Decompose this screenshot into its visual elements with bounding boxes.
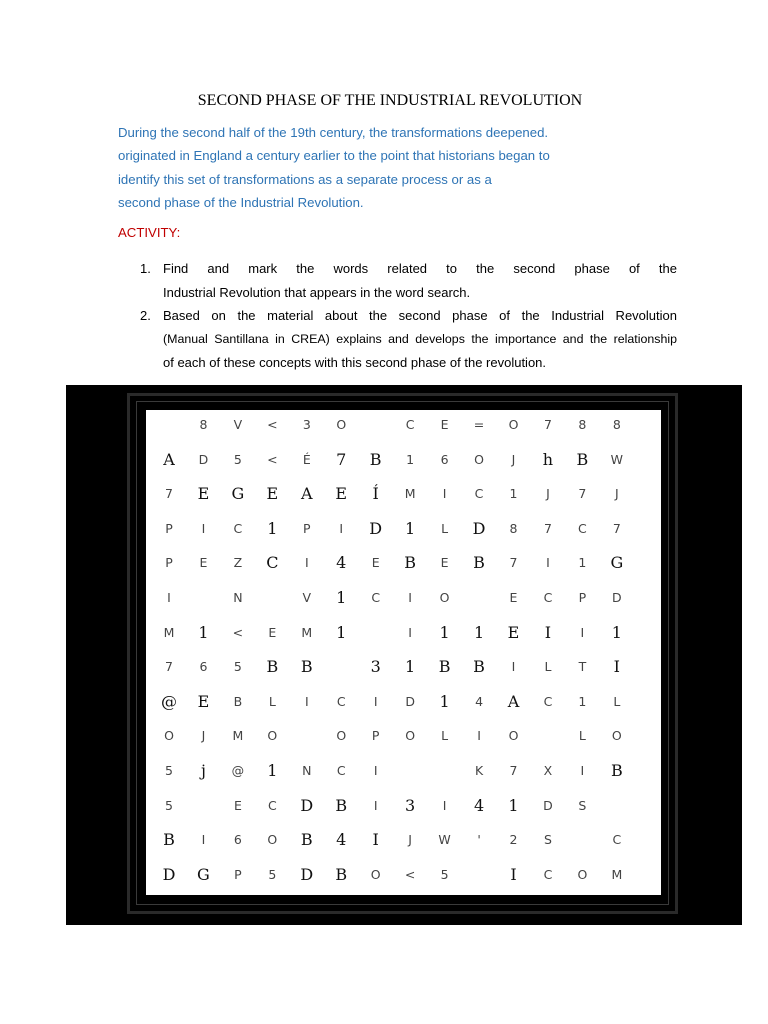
- word-search-cell[interactable]: [462, 858, 496, 893]
- word-search-cell[interactable]: B: [300, 657, 313, 677]
- word-search-cell[interactable]: 7: [543, 520, 552, 536]
- word-search-cell[interactable]: E: [335, 484, 348, 504]
- word-search-cell[interactable]: X: [543, 763, 553, 778]
- word-search-cell[interactable]: É: [302, 451, 311, 467]
- word-search-cell[interactable]: 1: [198, 622, 209, 642]
- word-search-cell[interactable]: 1: [578, 693, 587, 709]
- word-search-cell[interactable]: P: [578, 590, 587, 605]
- word-search-cell[interactable]: 3: [302, 417, 311, 432]
- word-search-cell[interactable]: [324, 650, 358, 685]
- word-search-cell[interactable]: L: [613, 693, 621, 709]
- word-search-cell[interactable]: 5: [268, 866, 277, 882]
- word-search-cell[interactable]: B: [473, 553, 485, 573]
- word-search-cell[interactable]: C: [336, 763, 346, 778]
- word-search-cell[interactable]: 8: [199, 417, 208, 432]
- word-search-cell[interactable]: [359, 408, 393, 443]
- word-search-cell[interactable]: L: [441, 520, 449, 536]
- word-search-cell[interactable]: 6: [199, 659, 208, 675]
- word-search-cell[interactable]: h: [542, 449, 554, 469]
- word-search-cell[interactable]: I: [546, 555, 550, 571]
- word-search-cell[interactable]: C: [578, 520, 587, 536]
- word-search-cell[interactable]: 7: [165, 486, 173, 502]
- word-search-cell[interactable]: 4: [336, 553, 347, 573]
- task-list: [140, 257, 677, 375]
- word-search-cell[interactable]: ': [477, 832, 481, 848]
- word-search-cell[interactable]: P: [165, 555, 173, 571]
- word-search-cell[interactable]: O: [577, 866, 588, 882]
- word-search-cell[interactable]: M: [301, 624, 313, 640]
- word-search-cell[interactable]: O: [611, 728, 622, 744]
- word-search-cell[interactable]: N: [302, 763, 312, 778]
- task-line: Find and mark the words related to the second phase of the: [163, 261, 677, 276]
- word-search-cell[interactable]: D: [369, 518, 383, 538]
- word-search-cell[interactable]: I: [373, 797, 378, 813]
- word-search-cell[interactable]: I: [511, 659, 516, 675]
- word-search-cell[interactable]: B: [163, 830, 175, 850]
- word-search-cell[interactable]: j: [200, 761, 206, 780]
- word-search-cell[interactable]: E: [509, 590, 518, 605]
- word-search-cell[interactable]: C: [543, 866, 553, 882]
- word-search-cell[interactable]: W: [438, 832, 451, 848]
- word-search-cell[interactable]: P: [165, 520, 173, 536]
- word-search-cell[interactable]: A: [163, 449, 175, 469]
- word-search-cell[interactable]: 5: [440, 866, 449, 882]
- word-search-cell[interactable]: E: [197, 691, 210, 711]
- word-search-grid[interactable]: [146, 410, 661, 895]
- word-search-cell[interactable]: [152, 408, 186, 443]
- word-search-cell[interactable]: 3: [405, 795, 416, 815]
- word-search-cell[interactable]: 8: [509, 520, 518, 536]
- word-search-cell[interactable]: 5: [165, 763, 173, 778]
- word-search-cell[interactable]: 1: [267, 518, 278, 538]
- word-search-cell[interactable]: [186, 581, 220, 616]
- word-search-cell[interactable]: J: [511, 451, 516, 467]
- word-search-cell[interactable]: I: [408, 624, 412, 640]
- word-search-cell[interactable]: S: [578, 797, 587, 813]
- word-search-cell[interactable]: O: [439, 590, 450, 605]
- word-search-cell[interactable]: B: [300, 830, 313, 850]
- document-title: SECOND PHASE OF THE INDUSTRIAL REVOLUTION: [197, 92, 583, 109]
- word-search-cell[interactable]: I: [373, 763, 378, 778]
- word-search-cell[interactable]: M: [232, 728, 244, 744]
- word-search-cell[interactable]: E: [199, 555, 208, 571]
- word-search-cell[interactable]: I: [477, 728, 481, 744]
- word-search-cell[interactable]: W: [610, 451, 624, 467]
- word-search-cell[interactable]: K: [474, 763, 484, 778]
- task-number: 1.: [140, 261, 151, 276]
- word-search-cell[interactable]: [393, 754, 427, 789]
- word-search-cell[interactable]: D: [198, 451, 209, 467]
- word-search-cell[interactable]: O: [508, 417, 519, 432]
- word-search-cell[interactable]: 4: [473, 795, 485, 815]
- word-search-cell[interactable]: N: [233, 590, 243, 605]
- word-search-cell[interactable]: Í: [372, 484, 379, 504]
- word-search-cell[interactable]: C: [474, 486, 484, 502]
- word-search-cell[interactable]: <: [267, 451, 278, 467]
- word-search-cell[interactable]: 8: [612, 417, 621, 432]
- task-item-2: [140, 304, 677, 375]
- word-search-cell[interactable]: C: [267, 797, 277, 813]
- word-search-cell[interactable]: B: [266, 657, 279, 677]
- word-search-cell[interactable]: C: [336, 693, 346, 709]
- word-search-cell[interactable]: T: [578, 659, 587, 675]
- word-search-cell[interactable]: 1: [405, 518, 416, 538]
- word-search-cell[interactable]: E: [507, 622, 520, 642]
- word-search-cell[interactable]: G: [197, 864, 210, 884]
- word-search-cell[interactable]: C: [543, 693, 553, 709]
- word-search-cell[interactable]: P: [303, 520, 311, 536]
- word-search-cell[interactable]: 5: [233, 659, 242, 675]
- word-search-cell[interactable]: <: [232, 624, 244, 640]
- word-search-cell[interactable]: B: [369, 449, 382, 469]
- word-search-cell[interactable]: O: [508, 728, 519, 744]
- word-search-cell[interactable]: @: [161, 691, 177, 711]
- word-search-cell[interactable]: B: [233, 693, 243, 709]
- word-search-cell[interactable]: <: [267, 417, 278, 432]
- word-search-cell[interactable]: D: [612, 590, 622, 605]
- word-search-cell[interactable]: 5: [165, 797, 173, 813]
- word-search-cell[interactable]: O: [336, 417, 347, 432]
- word-search-cell[interactable]: 4: [336, 830, 347, 850]
- word-search-cell[interactable]: [290, 719, 324, 754]
- word-search-cell[interactable]: A: [301, 484, 313, 504]
- word-search-cell[interactable]: 1: [406, 451, 415, 467]
- word-search-cell[interactable]: I: [580, 763, 585, 778]
- word-search-cell[interactable]: @: [231, 763, 245, 778]
- word-search-cell[interactable]: P: [371, 728, 380, 744]
- word-search-cell[interactable]: C: [612, 832, 622, 848]
- word-search-cell[interactable]: I: [442, 486, 447, 502]
- word-search-cell[interactable]: [462, 581, 496, 616]
- word-search-cell[interactable]: C: [543, 590, 553, 605]
- word-search-cell[interactable]: C: [233, 520, 243, 536]
- word-search-cell[interactable]: E: [371, 555, 380, 571]
- word-search-cell[interactable]: I: [339, 520, 344, 536]
- word-search-cell[interactable]: I: [580, 624, 585, 640]
- word-search-cell[interactable]: I: [373, 693, 378, 709]
- word-search-cell[interactable]: B: [335, 864, 348, 884]
- word-search-cell[interactable]: I: [304, 555, 309, 571]
- task-line: of each of these concepts with this second phase of the revolution.: [163, 355, 547, 370]
- word-search-cell[interactable]: G: [231, 484, 245, 504]
- word-search-cell[interactable]: 6: [440, 451, 449, 467]
- task-line: Industrial Revolution that appears in the word search.: [163, 284, 471, 300]
- word-search-cell[interactable]: 1: [267, 761, 278, 780]
- word-search-cell[interactable]: O: [267, 728, 278, 744]
- task-line: (Manual Santillana in CREA) explains and develops the importance and the relationship: [163, 331, 677, 346]
- word-search-cell[interactable]: B: [610, 761, 623, 780]
- word-search-cell[interactable]: 1: [508, 795, 519, 815]
- word-search-cell[interactable]: 1: [611, 622, 622, 642]
- intro-line: second phase of the Industrial Revolution.: [118, 195, 364, 211]
- word-search-cell[interactable]: 8: [578, 417, 587, 432]
- word-search-cell[interactable]: =: [473, 417, 485, 432]
- word-search-cell[interactable]: I: [304, 693, 309, 709]
- word-search-cell[interactable]: L: [441, 728, 449, 744]
- word-search-cell[interactable]: 7: [165, 659, 173, 675]
- word-search-cell[interactable]: 1: [439, 622, 450, 642]
- word-search-cell[interactable]: V: [302, 590, 312, 605]
- word-search-cell[interactable]: I: [201, 832, 206, 848]
- word-search-cell[interactable]: Z: [233, 555, 243, 571]
- word-search-cell[interactable]: D: [162, 864, 176, 884]
- word-search-cell[interactable]: 7: [509, 763, 518, 778]
- word-search-cell[interactable]: D: [300, 795, 314, 815]
- word-search-cell[interactable]: [565, 823, 599, 858]
- word-search-cell[interactable]: J: [546, 486, 550, 502]
- task-line: Based on the material about the second phase of the Industrial Revolution: [163, 308, 677, 323]
- word-search-cell[interactable]: E: [440, 417, 449, 432]
- intro-line: During the second half of the 19th century, the transformations deepened.: [118, 125, 549, 140]
- word-search-cell[interactable]: [255, 581, 289, 616]
- word-search-cell[interactable]: O: [336, 728, 347, 744]
- word-search-cell[interactable]: E: [233, 797, 242, 813]
- word-search-cell[interactable]: S: [543, 832, 552, 848]
- word-search-cell[interactable]: 7: [578, 486, 587, 502]
- word-search-cell[interactable]: B: [438, 657, 451, 677]
- word-search-cell[interactable]: [600, 789, 634, 824]
- word-search-cell[interactable]: 1: [405, 657, 416, 677]
- word-search-cell[interactable]: I: [201, 520, 206, 536]
- word-search-cell[interactable]: 6: [233, 832, 242, 848]
- word-search-cell[interactable]: O: [164, 728, 174, 744]
- word-search-cell[interactable]: I: [442, 797, 447, 813]
- word-search-cell[interactable]: [186, 789, 220, 824]
- word-search-cell[interactable]: D: [472, 518, 486, 538]
- word-search-cell[interactable]: P: [234, 866, 242, 882]
- word-search-cell[interactable]: I: [613, 657, 620, 677]
- word-search-cell[interactable]: 5: [233, 451, 242, 467]
- word-search-cell[interactable]: C: [266, 553, 279, 573]
- word-search-cell[interactable]: I: [408, 590, 412, 605]
- word-search-cell[interactable]: [359, 616, 393, 651]
- word-search-cell[interactable]: B: [335, 795, 348, 815]
- word-search-cell[interactable]: O: [267, 832, 278, 848]
- word-search-cell[interactable]: J: [201, 728, 206, 744]
- word-search-cell[interactable]: [531, 719, 565, 754]
- word-search-cell[interactable]: I: [167, 590, 171, 605]
- word-search-cell[interactable]: V: [233, 417, 243, 432]
- word-search-cell[interactable]: E: [266, 484, 279, 504]
- intro-line: originated in England a century earlier to the point that historians began to: [118, 148, 550, 164]
- word-search-cell[interactable]: 1: [439, 691, 450, 711]
- word-search-cell[interactable]: 4: [475, 693, 484, 709]
- word-search-cell[interactable]: [428, 754, 462, 789]
- word-search-cell[interactable]: 1: [336, 588, 347, 607]
- word-search-cell[interactable]: L: [544, 659, 552, 675]
- intro-line: identify this set of transformations as a separate process or as a: [118, 171, 492, 187]
- word-search-cell[interactable]: L: [578, 728, 586, 744]
- word-search-cell[interactable]: O: [405, 728, 416, 744]
- word-search-cell[interactable]: A: [507, 691, 520, 711]
- word-search-cell[interactable]: D: [543, 797, 553, 813]
- word-search-cell[interactable]: E: [197, 484, 210, 504]
- word-search-cell[interactable]: 7: [612, 520, 621, 536]
- word-search-cell[interactable]: E: [268, 624, 277, 640]
- word-search-cell[interactable]: 7: [509, 555, 518, 571]
- word-search-cell[interactable]: <: [404, 866, 416, 882]
- word-search-cell[interactable]: E: [440, 555, 449, 571]
- word-search-cell[interactable]: 7: [543, 417, 552, 432]
- word-search-cell[interactable]: 1: [578, 555, 587, 571]
- word-search-cell[interactable]: I: [372, 830, 379, 850]
- word-search-cell[interactable]: O: [474, 451, 484, 467]
- word-search-cell[interactable]: M: [611, 866, 623, 882]
- word-search-cell[interactable]: 2: [509, 832, 518, 848]
- word-search-cell[interactable]: G: [610, 553, 624, 573]
- word-search-cell[interactable]: B: [576, 449, 589, 469]
- word-search-cell[interactable]: D: [300, 864, 314, 884]
- word-search-cell[interactable]: M: [163, 624, 175, 640]
- word-search-cell[interactable]: B: [404, 553, 417, 573]
- word-search-cell[interactable]: I: [544, 622, 552, 642]
- word-search-cell[interactable]: I: [510, 864, 517, 884]
- word-search-cell[interactable]: J: [615, 486, 619, 502]
- intro-paragraph: [118, 121, 638, 215]
- word-search-cell[interactable]: 1: [509, 486, 518, 502]
- word-search-cell[interactable]: J: [408, 832, 412, 848]
- word-search-cell[interactable]: L: [268, 693, 276, 709]
- word-search-cell[interactable]: 1: [473, 622, 485, 642]
- word-search-cell[interactable]: 7: [336, 449, 347, 469]
- word-search-cell[interactable]: C: [405, 417, 415, 432]
- word-search-cell[interactable]: M: [404, 486, 416, 502]
- word-search-cell[interactable]: 1: [336, 622, 347, 642]
- activity-label: ACTIVITY:: [118, 225, 181, 240]
- word-search-cell[interactable]: D: [405, 693, 415, 709]
- word-search-cell[interactable]: 3: [370, 657, 381, 677]
- word-search-cell[interactable]: B: [473, 657, 485, 677]
- word-search-cell[interactable]: C: [371, 590, 381, 605]
- task-number: 2.: [140, 308, 151, 323]
- task-item-1: [140, 257, 677, 304]
- word-search-cell[interactable]: O: [370, 866, 381, 882]
